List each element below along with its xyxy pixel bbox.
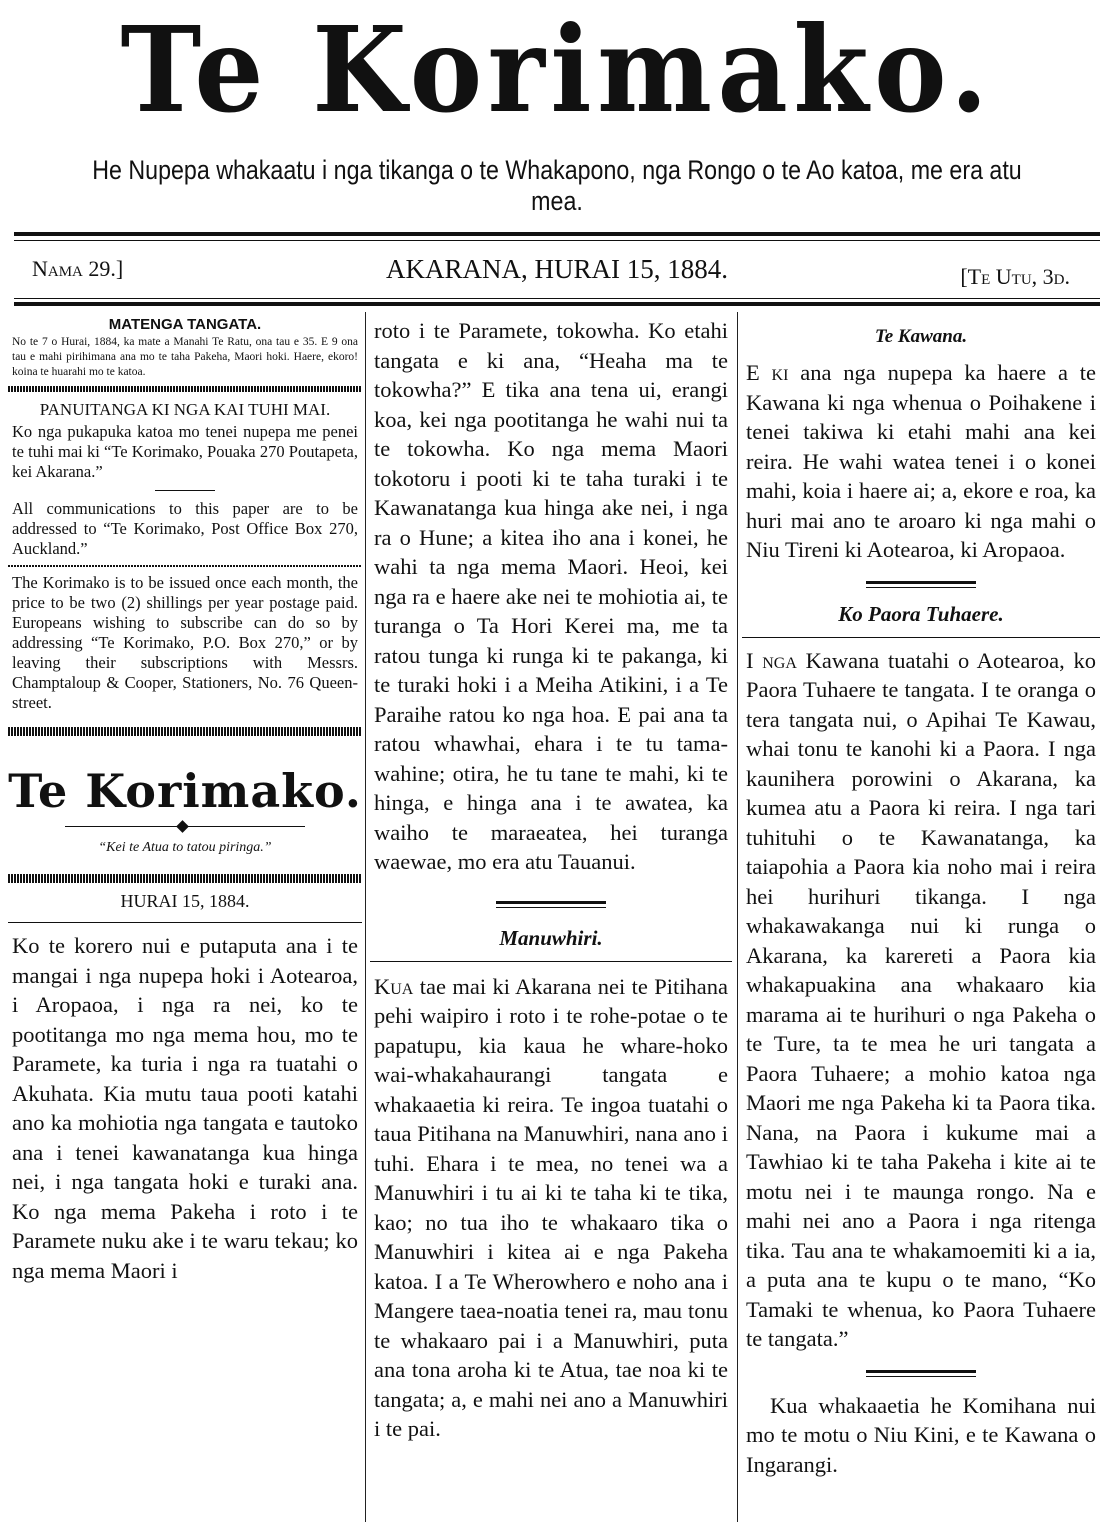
section-hatch-rule-2	[8, 727, 362, 736]
matenga-heading: MATENGA TANGATA.	[108, 316, 262, 333]
manuwhiri-heading: Manuwhiri.	[499, 925, 603, 950]
header-rule-top-thin	[14, 240, 1100, 241]
editorial-date: HURAI 15, 1884.	[120, 891, 250, 911]
heading-rule	[370, 961, 732, 962]
ornament-divider	[65, 822, 305, 832]
panui-heading: PANUITANGA KI NGA KAI TUHI MAI.	[39, 400, 331, 419]
issued-notice-text: The Korimako is to be issued once each month, the price to be two (2) shillings per year postage paid. Europeans wishing to subscribe can do so by addressing “Te Korimako, P.O. Box 270,” or by leaving their subscriptions with Messrs. Champtaloup & Cooper, Stationers, No. 76 Queen-street.	[12, 573, 358, 712]
kawana-lead: E ki	[746, 360, 789, 385]
newspaper-title: Te Korimako.	[120, 0, 994, 139]
editorial-motto: “Kei te Atua to tatou piringa.”	[98, 840, 272, 855]
header-rule-bottom	[14, 302, 1100, 306]
kawana-heading: Te Kawana.	[874, 326, 968, 347]
komihana-text: Kua whakaaetia he Komihana nui mo te motu o Niu Kini, e te Kawana o Ingarangi.	[746, 1392, 1096, 1477]
manuwhiri-text	[374, 972, 728, 1444]
editorial-continued-text: roto i te Paramete, tokowha. Ko etahi tangata e ki ana, “Heaha ma te tokowha?” E tika ana tena ui, erangi koa, kei nga pootitanga he wahi nui ta te tokowha. Ko nga mema Maori tokotoru i pooti ki te taha turaki i te Kawanatanga kua hinga ake nei, i nga ra o Hune; a kitea iho ana i konei, he wahi ta nga mema Maori. Heoi, kei nga ra e haere ake nei te mohiotia ai, te turanga o Ta Hori Kerei ma, me ta ratou tunga ki runga ki te pakanga, ki te turaki hoki i a Meiha Atikini, i a Te Paraihe ratou ko nga hoa. E pai ana ta ratou whawhai, ehara i te tu tama-wahine; otira, he tu tane te mahi, ki te hinga, e hinga ana i te awatea, ka waiho te maraeatea, hei turanga waewae, mo era atu Tauanui.	[374, 318, 728, 874]
column-3	[742, 312, 1100, 1527]
panui-text: Ko nga pukapuka katoa mo tenei nupepa me penei te tuhi mai ki “Te Korimako, Pouaka 270 Poutapeta, kei Akarana.”	[12, 422, 358, 481]
column-divider-1	[365, 312, 366, 1522]
kawana-body: ana nga nupepa ka haere a te Kawana ki nga whenua o Poihakene i tenei takiwa ki etahi mahi ana kei reira. He wahi watea tenei i o konei mahi, koia i haere ai; a, ekore e roa, ka huri mai ano te aroaro ki nga mahi o Niu Tireni ki Aotearoa, ki Aropaoa.	[746, 360, 1096, 562]
double-rule-3	[866, 1370, 976, 1377]
paora-body: Kawana tuatahi o Aotearoa, ko Paora Tuhaere te tangata. I te oranga o tera tangata nui, o Apihai Te Kawau, whai tonu te kanohi ki a Paora. I nga kaunihera porowini o Akarana, ka kumea atu a Paora ki reira. I nga tari tuhituhi o te Kawanatanga, ka taiapohia a Paora kia noho mai i reira hei hurihuri tikanga. I nga whakawakanga nui ki runga o Akarana, ka karereti a Paora kia whakapuakina ana whakaaro kia marama ai te hurihuri o nga Pakeha o te Ture, ta te mea he uri tangata a Paora Tuhaere; a mohio katoa nga Maori me nga Pakeha ki ta Paora tika. Nana, na Paora i kukume mai a Tawhiao ki te taha Pakeha i kite ai te motu nei i te maunga rongo. Na e mahi nei ano a Paora i nga ritenga tika. Tau ana te whakamoemiti ki a ia, a puta ana te kupu o te mano, “Ko Tamaki te whenua, ko Paora Tuhaere te tangata.”	[746, 647, 1096, 1351]
issue-info-line	[14, 250, 1100, 298]
masthead	[0, 0, 1114, 140]
matenga-text: No te 7 o Hurai, 1884, ka mate a Manahi Te Ratu, ona tau e 35. E 9 ona tau e mahi pirihimana ana mo te taha Pakeha, Maori hoki. Haere, ekoro! koina te huarahi mo te katoa.	[12, 336, 358, 378]
double-rule-2	[866, 581, 976, 588]
column-1	[8, 312, 362, 1527]
header-rule-top	[14, 232, 1100, 236]
issue-place-date: AKARANA, HURAI 15, 1884.	[386, 254, 728, 284]
issue-price: [Te Utu, 3d.	[960, 264, 1070, 289]
double-rule	[496, 901, 606, 908]
short-separator	[155, 490, 215, 491]
paora-lead: I nga	[746, 647, 797, 673]
section-rule	[8, 565, 362, 567]
header-rule-bottom-thin	[14, 298, 1100, 299]
paora-text	[746, 646, 1096, 1354]
kawana-text	[746, 358, 1096, 565]
manuwhiri-lead: Kua	[374, 973, 414, 999]
editorial-paper-title: Te Korimako.	[8, 764, 362, 818]
section-hatch-rule-3	[8, 874, 362, 883]
column-2	[370, 312, 732, 1527]
newspaper-subtitle: He Nupepa whakaatu i nga tikanga o te Whakapono, nga Rongo o te Ao katoa, me era atu mea.	[92, 155, 1022, 216]
paora-heading: Ko Paora Tuhaere.	[838, 601, 1004, 626]
english-notice-text: All communications to this paper are to be addressed to “Te Korimako, Post Office Box 270, Auckland.”	[12, 499, 358, 558]
column-divider-2	[737, 312, 738, 1522]
editorial-text: Ko te korero nui e putaputa ana i te mangai i nga nupepa hoki i Aotearoa, i Aropaoa, i nga ra nei, ko te pootitanga mo nga mema hou, mo te Paramete, ka turia i nga ra tuatahi o Akuhata. Kia mutu taua pooti katahi ano ka mohiotia nga tangata e tautoko ana i tenei kawanatanga kua hinga nei, i nga tangata hoki e turaki ana. Ko nga mema Pakeha i roto i te Paramete nuku ake i te waru tekau; ko nga mema Maori i	[12, 933, 358, 1283]
heading-rule-2	[742, 637, 1100, 638]
issue-number: Nama 29.]	[32, 256, 124, 281]
section-hatch-rule	[8, 386, 362, 392]
date-rule	[8, 922, 362, 923]
manuwhiri-body: tae mai ki Akarana nei te Pitihana pehi waipiro i roto i te rohe-potae o te papatupu, kia kaua he whare-hoko wai-whakahaurangi tangata e whakaaetia ki reira. Te ingoa tuatahi o taua Pitihana na Manuwhiri, nana ano i tuhi. Ehara i te mea, no tenei wa a Manuwhiri i tu ai ki te taha ki te tika, kao; no tua iho te whakaaro tika o Manuwhiri i kitea ai e nga Pakeha katoa. I a Te Wherowhero e noho ana i Mangere taea-noatia tenei ra, mau tonu te whakaaro pai i a Manuwhiri, puta ana tona aroha ki te Atua, tae noa ki te tangata; a, e mahi nei ano a Manuwhiri i te pai.	[374, 973, 728, 1441]
